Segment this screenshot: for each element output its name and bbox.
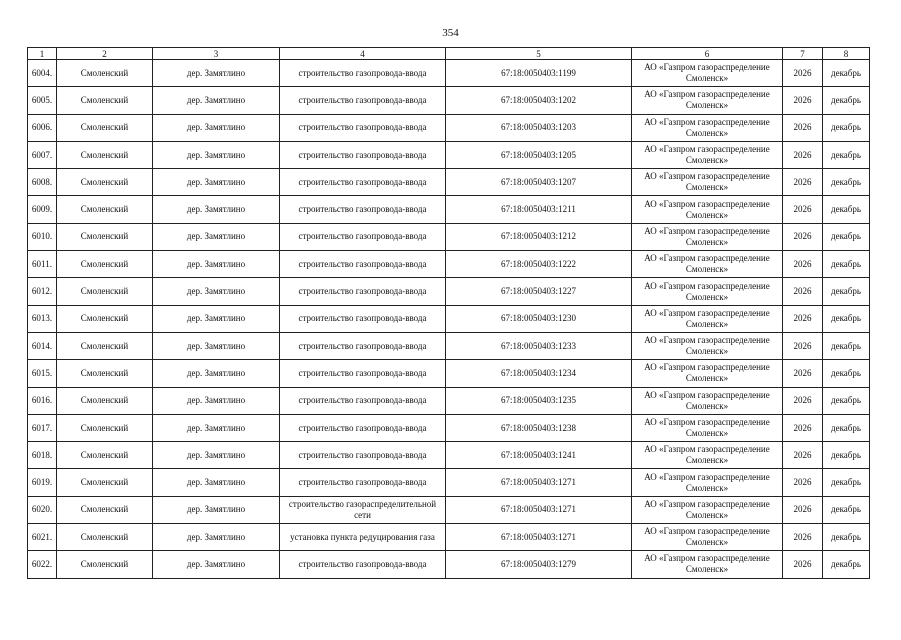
header-cell: 2 — [57, 48, 153, 60]
organization-cell: АО «Газпром газораспределение Смоленск» — [632, 223, 783, 250]
table-row — [28, 141, 870, 168]
settlement-cell: дер. Замятлино — [153, 114, 280, 141]
table-row — [28, 496, 870, 523]
month-cell: декабрь — [823, 332, 870, 359]
settlement-cell: дер. Замятлино — [153, 223, 280, 250]
organization-cell: АО «Газпром газораспределение Смоленск» — [632, 360, 783, 387]
settlement-cell: дер. Замятлино — [153, 387, 280, 414]
work-type-cell: установка пункта редуцирования газа — [280, 524, 446, 551]
cadastral-number-cell: 67:18:0050403:1233 — [446, 332, 632, 359]
work-type-cell: строительство газопровода-ввода — [280, 87, 446, 114]
month-cell: декабрь — [823, 305, 870, 332]
table-row — [28, 469, 870, 496]
organization-cell: АО «Газпром газораспределение Смоленск» — [632, 496, 783, 523]
district-cell: Смоленский — [57, 223, 153, 250]
year-cell: 2026 — [783, 223, 823, 250]
month-cell: декабрь — [823, 60, 870, 87]
table-row — [28, 196, 870, 223]
row-number-cell: 6004. — [28, 60, 57, 87]
table-body — [28, 60, 870, 579]
work-type-cell: строительство газопровода-ввода — [280, 469, 446, 496]
year-cell: 2026 — [783, 169, 823, 196]
row-number-cell: 6014. — [28, 332, 57, 359]
district-cell: Смоленский — [57, 414, 153, 441]
district-cell: Смоленский — [57, 524, 153, 551]
table-row — [28, 360, 870, 387]
settlement-cell: дер. Замятлино — [153, 251, 280, 278]
row-number-cell: 6008. — [28, 169, 57, 196]
organization-cell: АО «Газпром газораспределение Смоленск» — [632, 551, 783, 578]
year-cell: 2026 — [783, 551, 823, 578]
district-cell: Смоленский — [57, 551, 153, 578]
organization-cell: АО «Газпром газораспределение Смоленск» — [632, 524, 783, 551]
settlement-cell: дер. Замятлино — [153, 278, 280, 305]
cadastral-number-cell: 67:18:0050403:1227 — [446, 278, 632, 305]
row-number-cell: 6017. — [28, 414, 57, 441]
organization-cell: АО «Газпром газораспределение Смоленск» — [632, 87, 783, 114]
work-type-cell: строительство газопровода-ввода — [280, 141, 446, 168]
cadastral-number-cell: 67:18:0050403:1203 — [446, 114, 632, 141]
header-row — [28, 48, 870, 60]
header-cell: 5 — [446, 48, 632, 60]
year-cell: 2026 — [783, 114, 823, 141]
row-number-cell: 6005. — [28, 87, 57, 114]
row-number-cell: 6019. — [28, 469, 57, 496]
month-cell: декабрь — [823, 496, 870, 523]
table-row — [28, 387, 870, 414]
work-type-cell: строительство газопровода-ввода — [280, 278, 446, 305]
settlement-cell: дер. Замятлино — [153, 141, 280, 168]
row-number-cell: 6015. — [28, 360, 57, 387]
organization-cell: АО «Газпром газораспределение Смоленск» — [632, 414, 783, 441]
cadastral-number-cell: 67:18:0050403:1279 — [446, 551, 632, 578]
cadastral-number-cell: 67:18:0050403:1205 — [446, 141, 632, 168]
month-cell: декабрь — [823, 278, 870, 305]
year-cell: 2026 — [783, 196, 823, 223]
table-row — [28, 332, 870, 359]
work-type-cell: строительство газопровода-ввода — [280, 305, 446, 332]
organization-cell: АО «Газпром газораспределение Смоленск» — [632, 251, 783, 278]
year-cell: 2026 — [783, 442, 823, 469]
header-cell: 7 — [783, 48, 823, 60]
month-cell: декабрь — [823, 387, 870, 414]
district-cell: Смоленский — [57, 469, 153, 496]
year-cell: 2026 — [783, 387, 823, 414]
table-row — [28, 305, 870, 332]
row-number-cell: 6022. — [28, 551, 57, 578]
organization-cell: АО «Газпром газораспределение Смоленск» — [632, 141, 783, 168]
month-cell: декабрь — [823, 524, 870, 551]
header-cell: 1 — [28, 48, 57, 60]
district-cell: Смоленский — [57, 332, 153, 359]
month-cell: декабрь — [823, 251, 870, 278]
month-cell: декабрь — [823, 360, 870, 387]
organization-cell: АО «Газпром газораспределение Смоленск» — [632, 60, 783, 87]
month-cell: декабрь — [823, 551, 870, 578]
table-row — [28, 524, 870, 551]
row-number-cell: 6021. — [28, 524, 57, 551]
row-number-cell: 6010. — [28, 223, 57, 250]
cadastral-number-cell: 67:18:0050403:1271 — [446, 496, 632, 523]
work-type-cell: строительство газопровода-ввода — [280, 414, 446, 441]
organization-cell: АО «Газпром газораспределение Смоленск» — [632, 196, 783, 223]
row-number-cell: 6009. — [28, 196, 57, 223]
cadastral-number-cell: 67:18:0050403:1202 — [446, 87, 632, 114]
work-type-cell: строительство газопровода-ввода — [280, 169, 446, 196]
cadastral-number-cell: 67:18:0050403:1199 — [446, 60, 632, 87]
cadastral-number-cell: 67:18:0050403:1207 — [446, 169, 632, 196]
header-cell: 8 — [823, 48, 870, 60]
organization-cell: АО «Газпром газораспределение Смоленск» — [632, 469, 783, 496]
work-type-cell: строительство газораспределительной сети — [280, 496, 446, 523]
year-cell: 2026 — [783, 251, 823, 278]
cadastral-number-cell: 67:18:0050403:1235 — [446, 387, 632, 414]
year-cell: 2026 — [783, 305, 823, 332]
settlement-cell: дер. Замятлино — [153, 60, 280, 87]
month-cell: декабрь — [823, 87, 870, 114]
settlement-cell: дер. Замятлино — [153, 469, 280, 496]
row-number-cell: 6016. — [28, 387, 57, 414]
district-cell: Смоленский — [57, 196, 153, 223]
table-row — [28, 551, 870, 578]
cadastral-number-cell: 67:18:0050403:1230 — [446, 305, 632, 332]
cadastral-number-cell: 67:18:0050403:1238 — [446, 414, 632, 441]
header-cell: 6 — [632, 48, 783, 60]
work-type-cell: строительство газопровода-ввода — [280, 60, 446, 87]
work-type-cell: строительство газопровода-ввода — [280, 551, 446, 578]
year-cell: 2026 — [783, 414, 823, 441]
work-type-cell: строительство газопровода-ввода — [280, 196, 446, 223]
page-number: 354 — [442, 27, 459, 39]
month-cell: декабрь — [823, 141, 870, 168]
district-cell: Смоленский — [57, 251, 153, 278]
organization-cell: АО «Газпром газораспределение Смоленск» — [632, 387, 783, 414]
district-cell: Смоленский — [57, 141, 153, 168]
table-row — [28, 278, 870, 305]
organization-cell: АО «Газпром газораспределение Смоленск» — [632, 114, 783, 141]
month-cell: декабрь — [823, 414, 870, 441]
row-number-cell: 6007. — [28, 141, 57, 168]
month-cell: декабрь — [823, 196, 870, 223]
work-type-cell: строительство газопровода-ввода — [280, 387, 446, 414]
district-cell: Смоленский — [57, 387, 153, 414]
row-number-cell: 6013. — [28, 305, 57, 332]
work-type-cell: строительство газопровода-ввода — [280, 251, 446, 278]
organization-cell: АО «Газпром газораспределение Смоленск» — [632, 305, 783, 332]
district-cell: Смоленский — [57, 87, 153, 114]
row-number-cell: 6018. — [28, 442, 57, 469]
settlement-cell: дер. Замятлино — [153, 496, 280, 523]
work-type-cell: строительство газопровода-ввода — [280, 442, 446, 469]
cadastral-number-cell: 67:18:0050403:1271 — [446, 524, 632, 551]
settlement-cell: дер. Замятлино — [153, 442, 280, 469]
district-cell: Смоленский — [57, 169, 153, 196]
header-cell: 3 — [153, 48, 280, 60]
organization-cell: АО «Газпром газораспределение Смоленск» — [632, 442, 783, 469]
row-number-cell: 6006. — [28, 114, 57, 141]
row-number-cell: 6012. — [28, 278, 57, 305]
district-cell: Смоленский — [57, 360, 153, 387]
table-row — [28, 87, 870, 114]
settlement-cell: дер. Замятлино — [153, 169, 280, 196]
cadastral-number-cell: 67:18:0050403:1234 — [446, 360, 632, 387]
settlement-cell: дер. Замятлино — [153, 360, 280, 387]
settlement-cell: дер. Замятлино — [153, 87, 280, 114]
month-cell: декабрь — [823, 469, 870, 496]
data-table — [27, 47, 870, 579]
work-type-cell: строительство газопровода-ввода — [280, 360, 446, 387]
district-cell: Смоленский — [57, 114, 153, 141]
table-row — [28, 114, 870, 141]
organization-cell: АО «Газпром газораспределение Смоленск» — [632, 278, 783, 305]
header-cell: 4 — [280, 48, 446, 60]
work-type-cell: строительство газопровода-ввода — [280, 114, 446, 141]
month-cell: декабрь — [823, 169, 870, 196]
cadastral-number-cell: 67:18:0050403:1241 — [446, 442, 632, 469]
cadastral-number-cell: 67:18:0050403:1211 — [446, 196, 632, 223]
year-cell: 2026 — [783, 360, 823, 387]
year-cell: 2026 — [783, 278, 823, 305]
settlement-cell: дер. Замятлино — [153, 305, 280, 332]
organization-cell: АО «Газпром газораспределение Смоленск» — [632, 332, 783, 359]
district-cell: Смоленский — [57, 496, 153, 523]
table-row — [28, 442, 870, 469]
settlement-cell: дер. Замятлино — [153, 196, 280, 223]
year-cell: 2026 — [783, 496, 823, 523]
cadastral-number-cell: 67:18:0050403:1212 — [446, 223, 632, 250]
table-row — [28, 169, 870, 196]
table-row — [28, 223, 870, 250]
district-cell: Смоленский — [57, 60, 153, 87]
cadastral-number-cell: 67:18:0050403:1271 — [446, 469, 632, 496]
month-cell: декабрь — [823, 442, 870, 469]
year-cell: 2026 — [783, 332, 823, 359]
table-row — [28, 414, 870, 441]
settlement-cell: дер. Замятлино — [153, 332, 280, 359]
settlement-cell: дер. Замятлино — [153, 524, 280, 551]
district-cell: Смоленский — [57, 278, 153, 305]
district-cell: Смоленский — [57, 305, 153, 332]
table-row — [28, 251, 870, 278]
row-number-cell: 6020. — [28, 496, 57, 523]
year-cell: 2026 — [783, 141, 823, 168]
settlement-cell: дер. Замятлино — [153, 414, 280, 441]
year-cell: 2026 — [783, 87, 823, 114]
district-cell: Смоленский — [57, 442, 153, 469]
year-cell: 2026 — [783, 524, 823, 551]
year-cell: 2026 — [783, 60, 823, 87]
month-cell: декабрь — [823, 114, 870, 141]
work-type-cell: строительство газопровода-ввода — [280, 223, 446, 250]
table-row — [28, 60, 870, 87]
year-cell: 2026 — [783, 469, 823, 496]
row-number-cell: 6011. — [28, 251, 57, 278]
organization-cell: АО «Газпром газораспределение Смоленск» — [632, 169, 783, 196]
cadastral-number-cell: 67:18:0050403:1222 — [446, 251, 632, 278]
month-cell: декабрь — [823, 223, 870, 250]
work-type-cell: строительство газопровода-ввода — [280, 332, 446, 359]
settlement-cell: дер. Замятлино — [153, 551, 280, 578]
